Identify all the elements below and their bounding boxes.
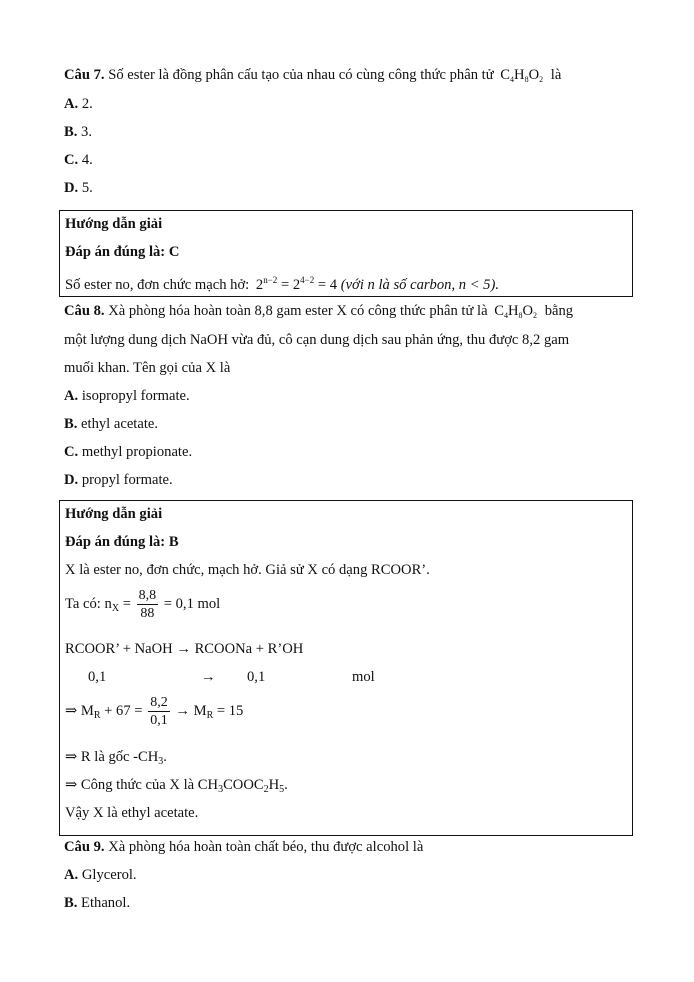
solution-line-7: ⇒ Công thức của X là $CH_3COOC_2H_5$. bbox=[65, 777, 288, 795]
option-c: C. 4. bbox=[64, 152, 93, 168]
solution-line-1: X là ester no, đơn chức, mạch hở. Giả sử X có dạng RCOOR’. bbox=[65, 562, 430, 578]
fraction: $\frac{8,2}{0,1}$ bbox=[150, 695, 168, 729]
option-a: A. Glycerol. bbox=[64, 867, 137, 883]
question-8-stem-line3: muối khan. Tên gọi của X là bbox=[64, 360, 231, 376]
correct-answer: Đáp án đúng là: B bbox=[65, 534, 179, 550]
solution-heading: Hướng dẫn giải bbox=[65, 216, 163, 232]
option-b: B. 3. bbox=[64, 124, 92, 140]
solution-line-8: Vậy X là ethyl acetate. bbox=[65, 805, 199, 821]
solution-box-q7 bbox=[59, 210, 633, 297]
solution-line-5: ⇒ $M_R + 67$ = $\frac{8,2}{0,1}$ → $M_R = 15$ bbox=[65, 695, 244, 729]
solution-line-6: ⇒ R là gốc $-CH_3$. bbox=[65, 749, 167, 767]
question-label: Câu 8. bbox=[64, 303, 105, 319]
fraction: $\frac{8,8}{88}$ bbox=[138, 588, 157, 622]
question-text: Số ester là đồng phân cấu tạo của nhau có cùng công thức phân tử bbox=[108, 67, 494, 83]
option-a: A. 2. bbox=[64, 96, 93, 112]
reaction-equation: RCOOR’ + NaOH → RCOONa + R’OH bbox=[65, 641, 304, 657]
isomer-formula: $2^{n-2} = 2^{4-2} = 4$ bbox=[255, 275, 338, 293]
molecular-formula: $C_4H_8O_2$ bbox=[494, 303, 538, 320]
option-b: B. ethyl acetate. bbox=[64, 416, 159, 432]
correct-answer: Đáp án đúng là: C bbox=[65, 244, 180, 260]
solution-heading: Hướng dẫn giải bbox=[65, 506, 163, 522]
question-8-stem-line2: một lượng dung dịch NaOH vừa đủ, cô cạn dung dịch sau phản ứng, thu được 8,2 gam bbox=[64, 332, 570, 348]
option-c: C. methyl propionate. bbox=[64, 444, 193, 460]
option-d: D. 5. bbox=[64, 180, 93, 196]
question-label: Câu 7. bbox=[64, 67, 105, 83]
solution-box-q8 bbox=[59, 500, 633, 836]
question-7-stem: Câu 7. Số ester là đồng phân cấu tạo của nhau có cùng công thức phân tử $C_4H_8O_2$ là bbox=[64, 67, 562, 84]
question-label: Câu 9. bbox=[64, 839, 105, 855]
option-d: D. propyl formate. bbox=[64, 472, 173, 488]
question-9-stem: Câu 9. Xà phòng hóa hoàn toàn chất béo, thu được alcohol là bbox=[64, 839, 424, 855]
mole-ratio-row: 0,1 → 0,1 mol bbox=[88, 669, 375, 685]
solution-line-2: Ta có: $n_X$ = $\frac{8,8}{88}$ = 0,1 mol bbox=[65, 588, 221, 622]
option-a: A. isopropyl formate. bbox=[64, 388, 190, 404]
question-8-stem-line1: Câu 8. Xà phòng hóa hoàn toàn 8,8 gam ester X có công thức phân tử là $C_4H_8O_2$ bằng bbox=[64, 303, 574, 320]
molecular-formula: $C_4H_8O_2$ bbox=[500, 67, 544, 84]
option-b: B. Ethanol. bbox=[64, 895, 131, 911]
solution-line: Số ester no, đơn chức mạch hở: $2^{n-2} = 2^{4-2} = 4$ (với n là số carbon, n < 5). bbox=[65, 275, 499, 293]
